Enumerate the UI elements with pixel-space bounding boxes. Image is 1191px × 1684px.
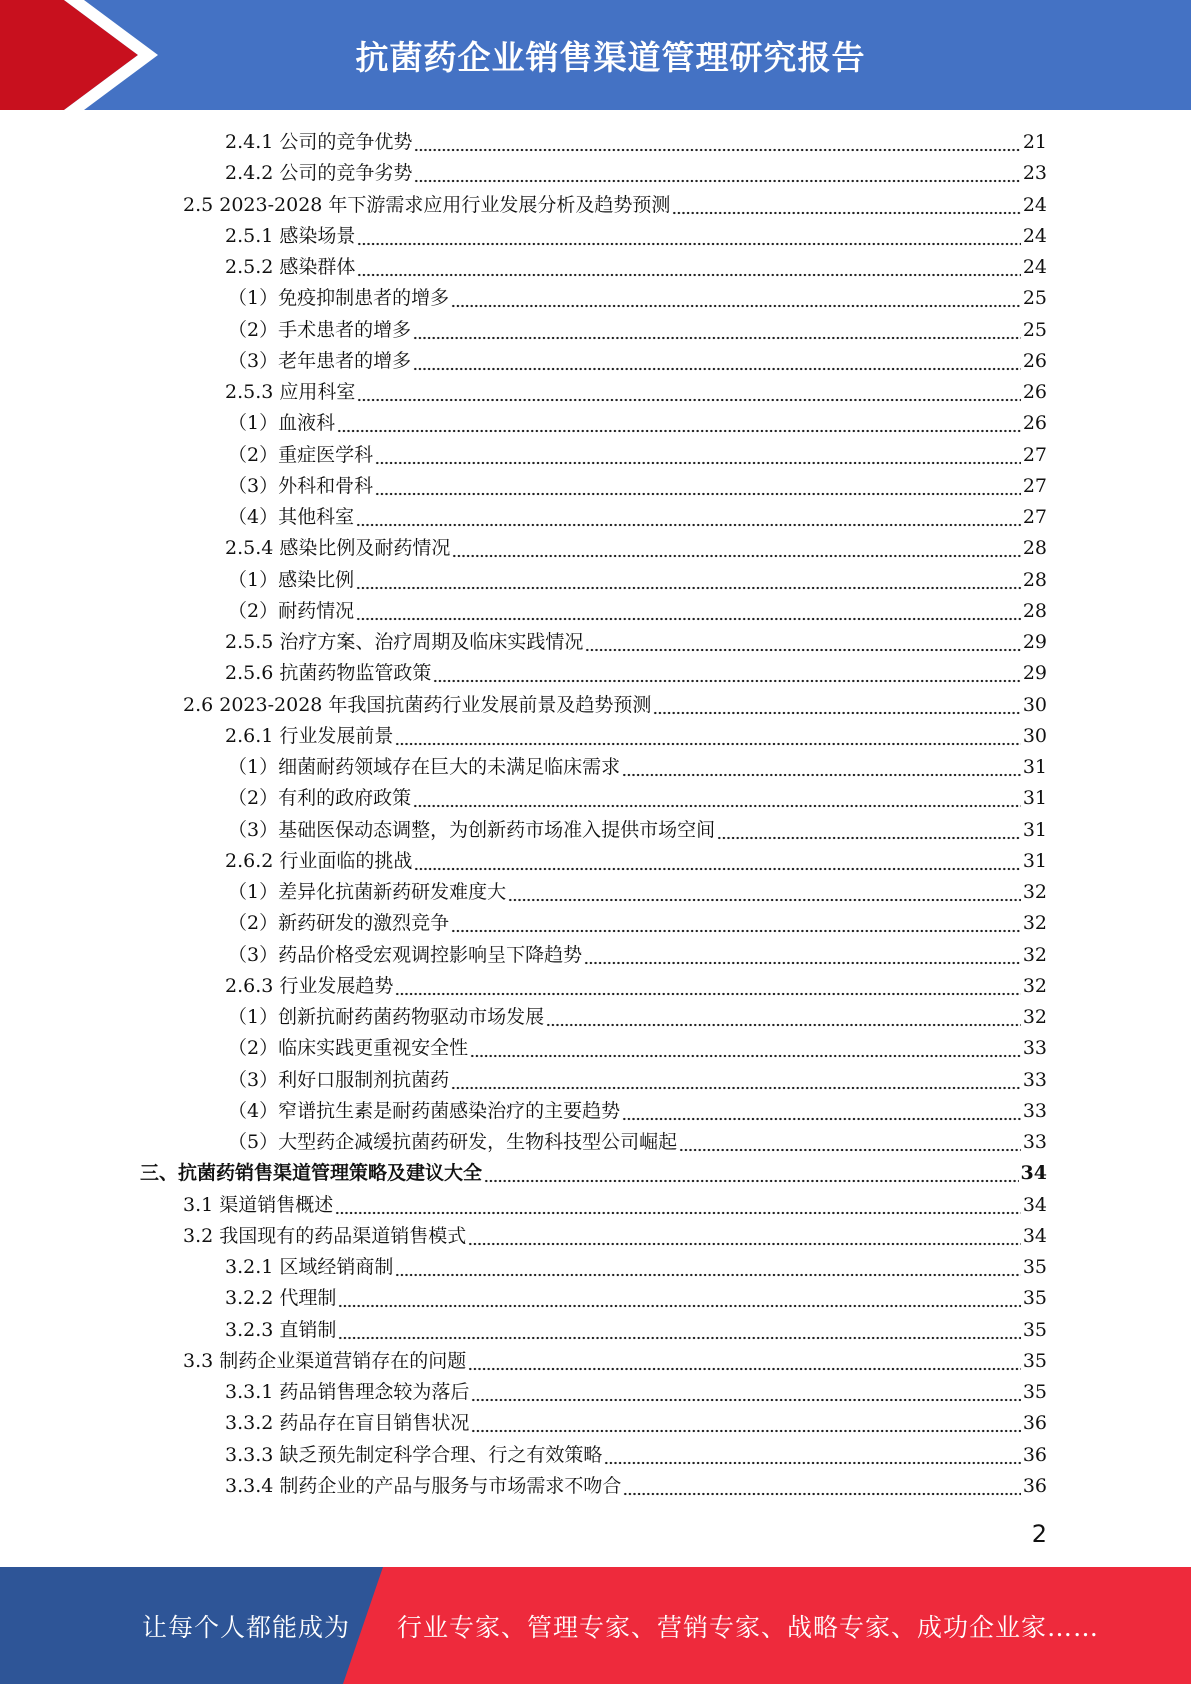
toc-dot-leader: [356, 508, 1021, 527]
table-of-contents: [0, 127, 1191, 1502]
toc-entry[interactable]: [0, 1283, 1191, 1314]
toc-entry-label: 2.6.1 行业发展前景: [225, 724, 394, 747]
toc-entry-label: （2）新药研发的激烈竞争: [228, 912, 450, 935]
toc-entry-label: （1）差异化抗菌新药研发难度大: [228, 881, 507, 904]
toc-entry[interactable]: [0, 721, 1191, 752]
toc-dot-leader: [375, 446, 1021, 465]
toc-entry-page: 35: [1022, 1318, 1047, 1341]
toc-entry-page: 28: [1022, 599, 1047, 622]
toc-dot-leader: [622, 758, 1021, 777]
toc-entry[interactable]: [0, 1190, 1191, 1221]
toc-entry-page: 36: [1022, 1443, 1047, 1466]
toc-entry-page: 32: [1022, 912, 1047, 935]
toc-dot-leader: [357, 258, 1020, 277]
toc-entry[interactable]: [0, 1158, 1191, 1189]
toc-entry-label: 3.2.3 直销制: [225, 1318, 337, 1341]
toc-dot-leader: [413, 352, 1021, 371]
toc-dot-leader: [468, 1227, 1021, 1246]
toc-entry-label: 3.2 我国现有的药品渠道销售模式: [183, 1224, 467, 1247]
toc-entry-label: 2.5.6 抗菌药物监管政策: [225, 662, 432, 685]
toc-dot-leader: [356, 571, 1021, 590]
toc-entry[interactable]: [0, 1096, 1191, 1127]
toc-entry-label: （2）手术患者的增多: [228, 318, 412, 341]
toc-entry[interactable]: [0, 502, 1191, 533]
toc-entry-page: 35: [1022, 1381, 1047, 1404]
toc-dot-leader: [395, 977, 1020, 996]
toc-entry[interactable]: [0, 1221, 1191, 1252]
toc-entry-label: 3.2.1 区域经销商制: [225, 1256, 394, 1279]
toc-entry-label: 3.3.3 缺乏预先制定科学合理、行之有效策略: [225, 1443, 603, 1466]
toc-entry-label: 2.6 2023-2028 年我国抗菌药行业发展前景及趋势预测: [183, 693, 652, 716]
toc-entry-page: 26: [1022, 381, 1047, 404]
toc-dot-leader: [717, 821, 1021, 840]
toc-entry-page: 36: [1022, 1412, 1047, 1435]
toc-entry-page: 26: [1022, 412, 1047, 435]
toc-entry[interactable]: [0, 1377, 1191, 1408]
toc-dot-leader: [451, 289, 1021, 308]
toc-entry-label: 2.6.3 行业发展趋势: [225, 974, 394, 997]
toc-dot-leader: [585, 633, 1020, 652]
toc-dot-leader: [470, 1039, 1021, 1058]
toc-entry-label: 3.3.2 药品存在盲目销售状况: [225, 1412, 470, 1435]
toc-dot-leader: [451, 1071, 1021, 1090]
toc-entry-page: 24: [1022, 193, 1047, 216]
toc-dot-leader: [468, 1352, 1021, 1371]
toc-entry-page: 28: [1022, 568, 1047, 591]
toc-entry[interactable]: [0, 158, 1191, 189]
toc-dot-leader: [335, 1196, 1021, 1215]
toc-entry[interactable]: [0, 1408, 1191, 1439]
toc-dot-leader: [679, 1133, 1021, 1152]
toc-entry[interactable]: [0, 627, 1191, 658]
toc-entry[interactable]: [0, 815, 1191, 846]
toc-entry-label: （1）血液科: [228, 412, 336, 435]
toc-entry-label: （1）免疫抑制患者的增多: [228, 287, 450, 310]
toc-entry[interactable]: [0, 846, 1191, 877]
toc-dot-leader: [452, 539, 1020, 558]
toc-entry-page: 26: [1022, 349, 1047, 372]
toc-entry[interactable]: [0, 283, 1191, 314]
toc-entry[interactable]: [0, 346, 1191, 377]
toc-entry-page: 29: [1022, 662, 1047, 685]
toc-entry-page: 35: [1022, 1349, 1047, 1372]
toc-dot-leader: [413, 789, 1021, 808]
toc-dot-leader: [623, 1477, 1020, 1496]
toc-entry-label: 2.4.2 公司的竞争劣势: [225, 162, 413, 185]
toc-dot-leader: [414, 133, 1020, 152]
toc-entry[interactable]: [0, 440, 1191, 471]
toc-entry-label: 3.3.1 药品销售理念较为落后: [225, 1381, 470, 1404]
toc-dot-leader: [356, 602, 1021, 621]
toc-entry[interactable]: [0, 783, 1191, 814]
toc-entry-label: 2.4.1 公司的竞争优势: [225, 131, 413, 154]
toc-entry[interactable]: [0, 408, 1191, 439]
toc-entry[interactable]: [0, 533, 1191, 564]
toc-entry-label: 2.5.4 感染比例及耐药情况: [225, 537, 451, 560]
toc-entry-label: 3.3.4 制药企业的产品与服务与市场需求不吻合: [225, 1474, 622, 1497]
footer-slogan-right: 行业专家、管理专家、营销专家、战略专家、成功企业家……: [397, 1612, 1100, 1642]
toc-entry-label: 三、抗菌药销售渠道管理策略及建议大全: [140, 1162, 483, 1185]
toc-entry-label: （5）大型药企减缓抗菌药研发，生物科技型公司崛起: [228, 1131, 678, 1154]
toc-entry[interactable]: [0, 596, 1191, 627]
toc-entry-label: 2.5.3 应用科室: [225, 381, 356, 404]
toc-entry-page: 28: [1022, 537, 1047, 560]
toc-entry-page: 23: [1022, 162, 1047, 185]
toc-entry-label: （2）重症医学科: [228, 443, 374, 466]
toc-entry-label: 2.5.1 感染场景: [225, 224, 356, 247]
toc-entry-page: 34: [1022, 1193, 1047, 1216]
toc-dot-leader: [484, 1164, 1019, 1183]
toc-entry[interactable]: [0, 1440, 1191, 1471]
toc-entry[interactable]: [0, 1065, 1191, 1096]
toc-entry[interactable]: [0, 690, 1191, 721]
toc-entry-page: 33: [1022, 1099, 1047, 1122]
toc-entry-label: （2）耐药情况: [228, 599, 355, 622]
toc-entry-label: （1）细菌耐药领域存在巨大的未满足临床需求: [228, 756, 621, 779]
toc-dot-leader: [338, 1289, 1020, 1308]
toc-entry-page: 31: [1022, 818, 1047, 841]
toc-dot-leader: [653, 696, 1020, 715]
toc-dot-leader: [357, 227, 1020, 246]
toc-dot-leader: [337, 414, 1021, 433]
toc-entry-page: 31: [1022, 756, 1047, 779]
footer-banner: [0, 1567, 1191, 1684]
toc-entry[interactable]: [0, 940, 1191, 971]
toc-entry-page: 31: [1022, 849, 1047, 872]
toc-dot-leader: [395, 1258, 1020, 1277]
toc-entry-page: 35: [1022, 1287, 1047, 1310]
toc-dot-leader: [672, 196, 1020, 215]
toc-entry[interactable]: [0, 1346, 1191, 1377]
toc-entry[interactable]: [0, 127, 1191, 158]
toc-entry-page: 30: [1022, 724, 1047, 747]
toc-dot-leader: [451, 914, 1021, 933]
toc-entry-page: 25: [1022, 318, 1047, 341]
toc-entry-label: 3.3 制药企业渠道营销存在的问题: [183, 1349, 467, 1372]
toc-dot-leader: [414, 852, 1020, 871]
toc-entry-label: 3.2.2 代理制: [225, 1287, 337, 1310]
toc-entry-page: 27: [1022, 474, 1047, 497]
toc-entry-label: 2.5 2023-2028 年下游需求应用行业发展分析及趋势预测: [183, 193, 671, 216]
toc-entry[interactable]: [0, 565, 1191, 596]
toc-dot-leader: [357, 383, 1020, 402]
toc-entry[interactable]: [0, 1315, 1191, 1346]
toc-dot-leader: [414, 164, 1020, 183]
toc-entry[interactable]: [0, 377, 1191, 408]
toc-entry[interactable]: [0, 1252, 1191, 1283]
toc-entry-label: （1）感染比例: [228, 568, 355, 591]
toc-entry[interactable]: [0, 190, 1191, 221]
toc-entry[interactable]: [0, 1033, 1191, 1064]
toc-entry-page: 27: [1022, 443, 1047, 466]
toc-entry-page: 33: [1022, 1037, 1047, 1060]
toc-entry-label: （2）有利的政府政策: [228, 787, 412, 810]
toc-entry-page: 27: [1022, 506, 1047, 529]
toc-entry[interactable]: [0, 971, 1191, 1002]
toc-entry-label: （1）创新抗耐药菌药物驱动市场发展: [228, 1006, 545, 1029]
toc-entry[interactable]: [0, 315, 1191, 346]
toc-entry[interactable]: [0, 1127, 1191, 1158]
toc-entry[interactable]: [0, 252, 1191, 283]
toc-entry[interactable]: [0, 471, 1191, 502]
toc-entry-label: （3）外科和骨科: [228, 474, 374, 497]
toc-entry-page: 33: [1022, 1131, 1047, 1154]
toc-entry[interactable]: [0, 1471, 1191, 1502]
toc-entry-page: 32: [1022, 943, 1047, 966]
toc-entry-label: 2.6.2 行业面临的挑战: [225, 849, 413, 872]
toc-entry-label: 2.5.5 治疗方案、治疗周期及临床实践情况: [225, 631, 584, 654]
toc-entry[interactable]: [0, 658, 1191, 689]
toc-dot-leader: [508, 883, 1021, 902]
toc-dot-leader: [433, 664, 1020, 683]
toc-entry-label: （3）利好口服制剂抗菌药: [228, 1068, 450, 1091]
toc-entry-page: 32: [1022, 974, 1047, 997]
toc-entry-page: 34: [1022, 1224, 1047, 1247]
toc-entry-page: 24: [1022, 256, 1047, 279]
toc-entry-page: 32: [1022, 1006, 1047, 1029]
toc-entry[interactable]: [0, 221, 1191, 252]
toc-entry-page: 24: [1022, 224, 1047, 247]
page-number: 2: [1031, 1520, 1047, 1548]
toc-dot-leader: [395, 727, 1020, 746]
toc-entry-label: （3）药品价格受宏观调控影响呈下降趋势: [228, 943, 583, 966]
header-banner: [0, 0, 1191, 110]
toc-entry-page: 31: [1022, 787, 1047, 810]
toc-entry-page: 35: [1022, 1256, 1047, 1279]
toc-entry-page: 21: [1022, 131, 1047, 154]
toc-entry-label: （4）其他科室: [228, 506, 355, 529]
toc-entry-label: 3.1 渠道销售概述: [183, 1193, 334, 1216]
toc-entry-page: 33: [1022, 1068, 1047, 1091]
toc-entry-page: 34: [1020, 1162, 1047, 1185]
toc-dot-leader: [375, 477, 1021, 496]
toc-dot-leader: [622, 1102, 1021, 1121]
toc-entry-page: 32: [1022, 881, 1047, 904]
toc-dot-leader: [604, 1446, 1020, 1465]
toc-entry-label: （3）老年患者的增多: [228, 349, 412, 372]
toc-entry[interactable]: [0, 1002, 1191, 1033]
toc-entry-label: 2.5.2 感染群体: [225, 256, 356, 279]
toc-dot-leader: [338, 1321, 1020, 1340]
toc-entry[interactable]: [0, 752, 1191, 783]
toc-entry-page: 25: [1022, 287, 1047, 310]
toc-dot-leader: [471, 1383, 1020, 1402]
footer-slogan-left: 让每个人都能成为: [142, 1612, 351, 1642]
toc-entry-label: （3）基础医保动态调整，为创新药市场准入提供市场空间: [228, 818, 716, 841]
toc-entry-label: （4）窄谱抗生素是耐药菌感染治疗的主要趋势: [228, 1099, 621, 1122]
toc-entry[interactable]: [0, 877, 1191, 908]
toc-entry[interactable]: [0, 908, 1191, 939]
toc-dot-leader: [546, 1008, 1021, 1027]
toc-entry-page: 29: [1022, 631, 1047, 654]
toc-entry-page: 36: [1022, 1474, 1047, 1497]
report-title: 抗菌药企业销售渠道管理研究报告: [355, 37, 866, 77]
toc-dot-leader: [584, 946, 1021, 965]
toc-entry-page: 30: [1022, 693, 1047, 716]
toc-dot-leader: [413, 321, 1021, 340]
toc-entry-label: （2）临床实践更重视安全性: [228, 1037, 469, 1060]
toc-dot-leader: [471, 1414, 1020, 1433]
